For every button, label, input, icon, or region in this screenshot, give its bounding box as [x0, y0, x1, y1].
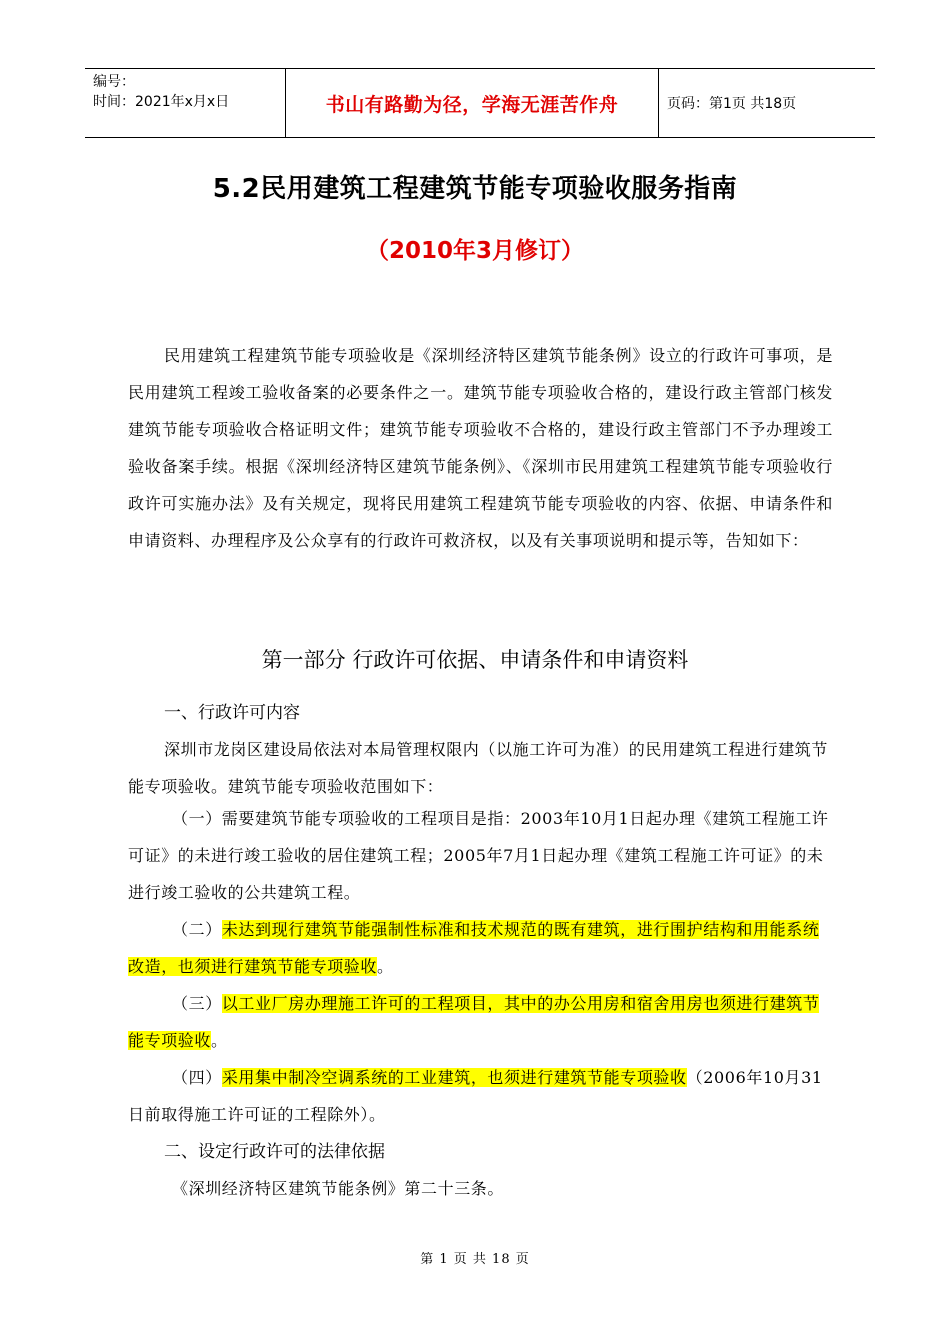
page-footer: 第 1 页 共 18 页: [420, 1252, 530, 1267]
section1-heading: 一、行政许可内容: [164, 703, 300, 723]
scope-item-4-prefix: （四）: [172, 1068, 222, 1087]
section2-body: 《深圳经济特区建筑节能条例》第二十三条。: [172, 1179, 505, 1198]
number-label: 编号：: [93, 74, 135, 90]
time-label: 时间：2021年x月x日: [93, 94, 230, 110]
header-motto-cell: [286, 69, 659, 137]
header-page-info: [659, 69, 875, 137]
scope-item-2-prefix: （二）: [172, 920, 222, 939]
part1-heading: 第一部分 行政许可依据、申请条件和申请资料: [261, 648, 689, 672]
scope-item-2-highlight: 未达到现行建筑节能强制性标准和技术规范的既有建筑，进行围护结构和用能系统改造，也须进行建筑节能专项验收: [128, 920, 820, 976]
scope-item-4: [128, 1059, 833, 1133]
motto-text: 书山有路勤为径，学海无涯苦作舟: [325, 93, 619, 116]
header-table: [85, 68, 875, 138]
section1-body: 深圳市龙岗区建设局依法对本局管理权限内（以施工许可为准）的民用建筑工程进行建筑节能专项验收。建筑节能专项验收范围如下：: [128, 740, 829, 796]
scope-item-3-prefix: （三）: [172, 994, 222, 1013]
page-info-text: 页码：第1页 共18页: [667, 96, 797, 112]
scope-item-4-highlight: 采用集中制冷空调系统的工业建筑，也须进行建筑节能专项验收: [221, 1068, 687, 1087]
scope-item-2: [128, 911, 833, 985]
intro-paragraph: 民用建筑工程建筑节能专项验收是《深圳经济特区建筑节能条例》设立的行政许可事项，是民用建筑工程竣工验收备案的必要条件之一。建筑节能专项验收合格的，建设行政主管部门核发建筑节能专项验收合格证明文件；建筑节能专项验收不合格的，建设行政主管部门不予办理竣工验收备案手续。根据《深圳经济特区建筑节能条例》、《深圳市民用建筑工程建筑节能专项验收行政许可实施办法》及有关规定，现将民用建筑工程建筑节能专项验收的内容、依据、申请条件和申请资料、办理程序及公众享有的行政许可救济权，以及有关事项说明和提示等，告知如下：: [128, 346, 833, 550]
scope-item-3-suffix: 。: [211, 1031, 228, 1050]
scope-item-1: （一）需要建筑节能专项验收的工程项目是指：2003年10月1日起办理《建筑工程施工许可证》的未进行竣工验收的居住建筑工程；2005年7月1日起办理《建筑工程施工许可证》的未进行竣工验收的公共建筑工程。: [128, 809, 829, 902]
scope-item-3-highlight: 以工业厂房办理施工许可的工程项目，其中的办公用房和宿舍用房也须进行建筑节能专项验收: [128, 994, 820, 1050]
scope-item-2-suffix: 。: [377, 957, 394, 976]
header-meta: [85, 69, 286, 137]
section2-heading: 二、设定行政许可的法律依据: [164, 1142, 385, 1162]
document-title: 5.2民用建筑工程建筑节能专项验收服务指南: [212, 174, 738, 204]
scope-item-4-suffix: （2006年10月31日前取得施工许可证的工程除外）。: [128, 1068, 823, 1124]
scope-item-3: [128, 985, 833, 1059]
document-subtitle: （2010年3月修订）: [365, 238, 585, 264]
